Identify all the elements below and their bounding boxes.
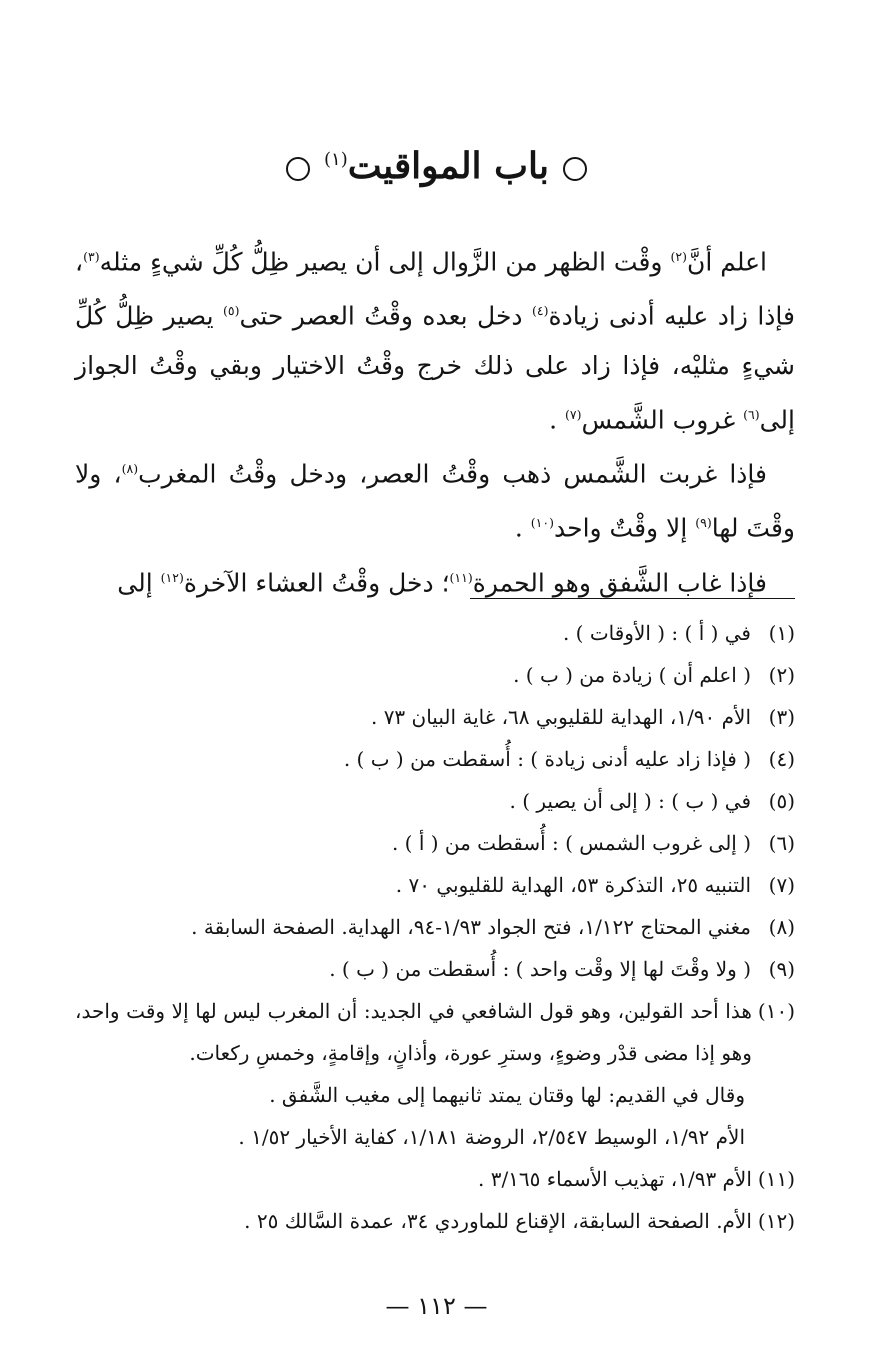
text-run: إلا وقْتٌ واحد [554, 513, 696, 543]
footnote-ref: (٥) [223, 303, 240, 319]
footnote-10-continuation [75, 1074, 795, 1158]
text-run: . [514, 513, 531, 543]
paragraph-2 [75, 444, 795, 553]
footnote-ref: (١٠) [530, 515, 554, 531]
footnote-ref: (٧) [565, 406, 582, 422]
footnote-separator [470, 598, 795, 599]
footnote-12 [75, 1200, 795, 1242]
footnote-ref: (٣) [83, 249, 100, 264]
footnote-10 [75, 990, 795, 1074]
text-run: فإذا غربت الشَّمس ذهب وقْتُ العصر، ودخل وقْتُ المغرب [138, 459, 767, 489]
footnote-4 [75, 738, 795, 780]
text-run: ، فإذا زاد عليه أدنى زيادة [75, 247, 796, 331]
footnote-number: (١) [768, 621, 795, 645]
footnote-3 [75, 696, 795, 738]
text-run: فإذا غاب الشَّفق وهو الحمرة [472, 567, 767, 597]
text-run: دخل بعده وقْتُ العصر حتى [239, 301, 533, 331]
text-run: غروب الشَّمس [581, 404, 744, 434]
footnote-number: (٢) [768, 663, 795, 687]
footnote-number: (١١) [757, 1167, 795, 1191]
footnote-number: (٤) [768, 747, 795, 771]
text-run: ؛ دخل وقْتُ العشاء الآخرة [183, 567, 450, 597]
footnote-2 [75, 654, 795, 696]
footnote-ref: (٩) [695, 515, 712, 531]
footnote-text: ( اعلم أن ) زيادة من ( ب ) . [513, 663, 751, 687]
circle-ornament-right-icon [563, 157, 587, 181]
footnote-7 [75, 864, 795, 906]
footnote-text: الأم ١/٩٣، تهذيب الأسماء ٣/١٦٥ . [477, 1167, 752, 1191]
footnote-text: التنبيه ٢٥، التذكرة ٥٣، الهداية للقليوبي ٧٠ . [395, 873, 751, 897]
footnote-number: (٨) [768, 915, 795, 939]
footnote-ref: (٨) [121, 460, 139, 476]
footnote-ref: (٢) [670, 249, 687, 264]
text-run: ، ولا وقْتَ لها [75, 459, 795, 543]
circle-ornament-left-icon [286, 157, 310, 181]
paragraph-1 [75, 232, 795, 444]
chapter-title [0, 130, 873, 196]
footnote-11 [75, 1158, 795, 1200]
footnote-ref: (١١) [449, 569, 473, 585]
footnote-9 [75, 948, 795, 990]
footnote-text: في ( أ ) : ( الأوقات ) . [562, 621, 751, 645]
footnote-number: (٣) [768, 705, 795, 729]
footnote-number: (٧) [768, 873, 795, 897]
footnote-text: ( فإذا زاد عليه أدنى زيادة ) : أُسقطت من ( ب ) . [343, 747, 751, 771]
footnote-text: في ( ب ) : ( إلى أن يصير ) . [509, 789, 751, 813]
page-number: — ١١٢ — [385, 1292, 488, 1320]
footnote-text: مغني المحتاج ١/١٢٢، فتح الجواد ١/٩٣-٩٤، الهداية. الصفحة السابقة . [191, 915, 751, 939]
main-text [75, 232, 795, 607]
footnote-5 [75, 780, 795, 822]
footnote-number: (٩) [768, 957, 795, 981]
text-run: اعلم أنَّ [686, 247, 768, 277]
footnote-number: (٥) [768, 789, 795, 813]
footnote-number: (٦) [768, 831, 795, 855]
footnote-10-line: الأم ١/٩٢، الوسيط ٢/٥٤٧، الروضة ١/١٨١، كفاية الأخيار ١/٥٢ . [238, 1125, 745, 1149]
footnote-ref: (٦) [743, 406, 760, 422]
footnote-text: الأم. الصفحة السابقة، الإقناع للماوردي ٣٤، عمدة السَّالك ٢٥ . [244, 1209, 752, 1233]
footnote-text: ( إلى غروب الشمس ) : أُسقطت من ( أ ) . [391, 831, 751, 855]
footnote-1 [75, 612, 795, 654]
footnote-ref: (١) [324, 149, 348, 170]
footnote-number: (١٠) [757, 999, 795, 1023]
text-run: . [549, 404, 566, 434]
footnote-number: (١٢) [757, 1209, 795, 1233]
footnotes [75, 612, 795, 1242]
footnote-text: ( ولا وقْتَ لها إلا وقْت واحد ) : أُسقطت من ( ب ) . [329, 957, 751, 981]
footnote-6 [75, 822, 795, 864]
footnote-ref: (٤) [532, 303, 549, 319]
text-run: يصير ظِلُّ كُلِّ شيءٍ مثليْه، فإذا زاد على ذلك خرج وقْتُ الاختيار وبقي وقْتُ الجواز إلى [75, 301, 795, 434]
chapter-title-text: باب المواقيت [347, 145, 549, 187]
text-run: إلى [117, 567, 161, 597]
footnote-8 [75, 906, 795, 948]
text-run: وقْت الظهر من الزَّوال إلى أن يصير ظِلُّ كُلِّ شيءٍ مثله [99, 247, 671, 277]
footnote-text: هذا أحد القولين، وهو قول الشافعي في الجديد: أن المغرب ليس لها إلا وقت واحد، وهو إذا مضى قدْر وضوءٍ، وسترِ عورة، وأذانٍ، وإقامةٍ، وخمسِ ركعات. [75, 999, 752, 1065]
footnote-ref: (١٢) [160, 569, 184, 585]
footnote-10-line: وقال في القديم: لها وقتان يمتد ثانيهما إلى مغيب الشَّفق . [269, 1083, 745, 1107]
footnote-text: الأم ١/٩٠، الهداية للقليوبي ٦٨، غاية البيان ٧٣ . [370, 705, 751, 729]
